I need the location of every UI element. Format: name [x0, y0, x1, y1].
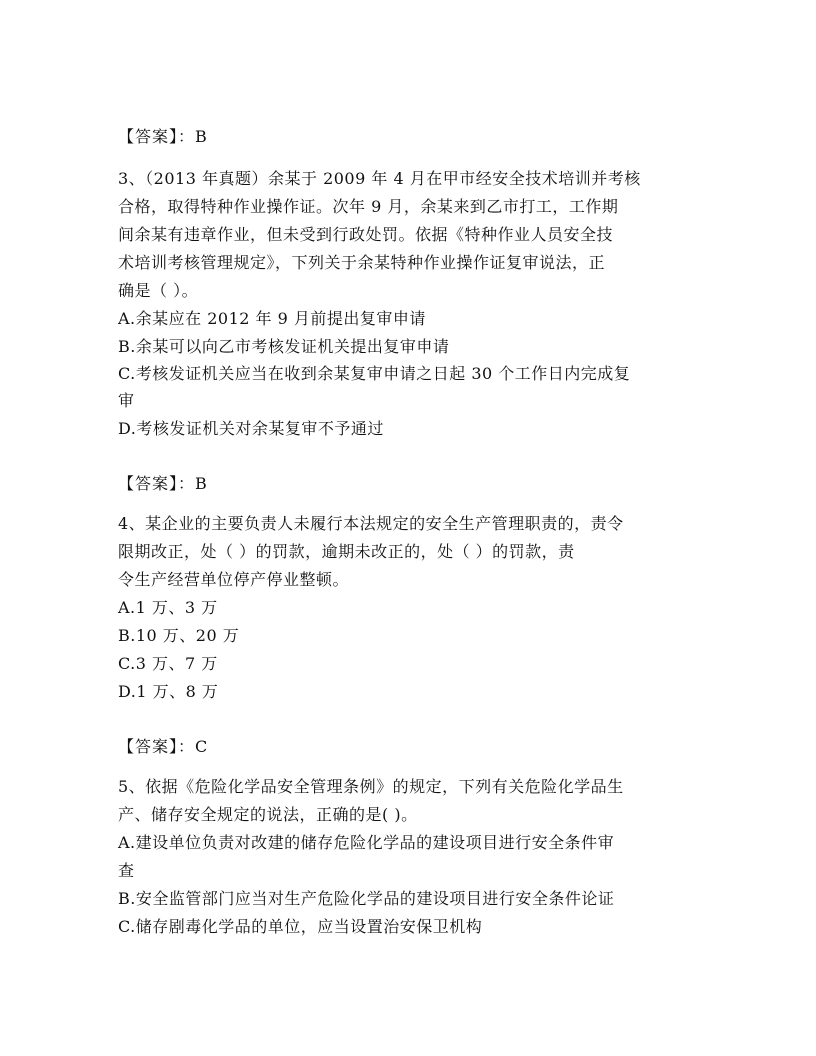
- question-text-line: 合格，取得特种作业操作证。次年 9 月，余某来到乙市打工，工作期: [118, 197, 619, 216]
- option-d: D.1 万、8 万: [118, 682, 219, 701]
- question-text-line: 限期改正，处（ ）的罚款，逾期未改正的，处（ ）的罚款，责: [118, 542, 575, 561]
- question-text-line: 4、某企业的主要负责人未履行本法规定的安全生产管理职责的，责令: [118, 514, 624, 533]
- question-text-line: 术培训考核管理规定》，下列关于余某特种作业操作证复审说法，正: [118, 253, 606, 272]
- question-text-line: 3、（2013 年真题）余某于 2009 年 4 月在甲市经安全技术培训并考核: [118, 169, 641, 188]
- option-a-continued: 查: [118, 861, 135, 880]
- option-c: C.3 万、7 万: [118, 654, 218, 673]
- answer-line: 【答案】：C: [118, 737, 209, 756]
- option-b: B.安全监管部门应当对生产危险化学品的建设项目进行安全条件论证: [118, 889, 615, 908]
- question-text-line: 确是（ ）。: [118, 281, 199, 300]
- option-c-continued: 审: [118, 391, 135, 410]
- option-a: A.余某应在 2012 年 9 月前提出复审申请: [118, 309, 426, 328]
- answer-line: 【答案】：B: [118, 474, 208, 493]
- answer-line: 【答案】：B: [118, 127, 208, 146]
- question-text-line: 5、依据《危险化学品安全管理条例》的规定，下列有关危险化学品生: [118, 777, 624, 796]
- option-b: B.余某可以向乙市考核发证机关提出复审申请: [118, 337, 450, 356]
- option-b: B.10 万、20 万: [118, 626, 240, 645]
- option-c: C.储存剧毒化学品的单位，应当设置治安保卫机构: [118, 917, 483, 936]
- question-text-line: 令生产经营单位停产停业整顿。: [118, 570, 350, 589]
- question-text-line: 产、储存安全规定的说法，正确的是( )。: [118, 805, 418, 824]
- option-d: D.考核发证机关对余某复审不予通过: [118, 419, 384, 438]
- question-text-line: 间余某有违章作业，但未受到行政处罚。依据《特种作业人员安全技: [118, 225, 614, 244]
- option-a: A.1 万、3 万: [118, 598, 218, 617]
- option-a: A.建设单位负责对改建的储存危险化学品的建设项目进行安全条件审: [118, 833, 615, 852]
- option-c: C.考核发证机关应当在收到余某复审申请之日起 30 个工作日内完成复: [118, 364, 631, 383]
